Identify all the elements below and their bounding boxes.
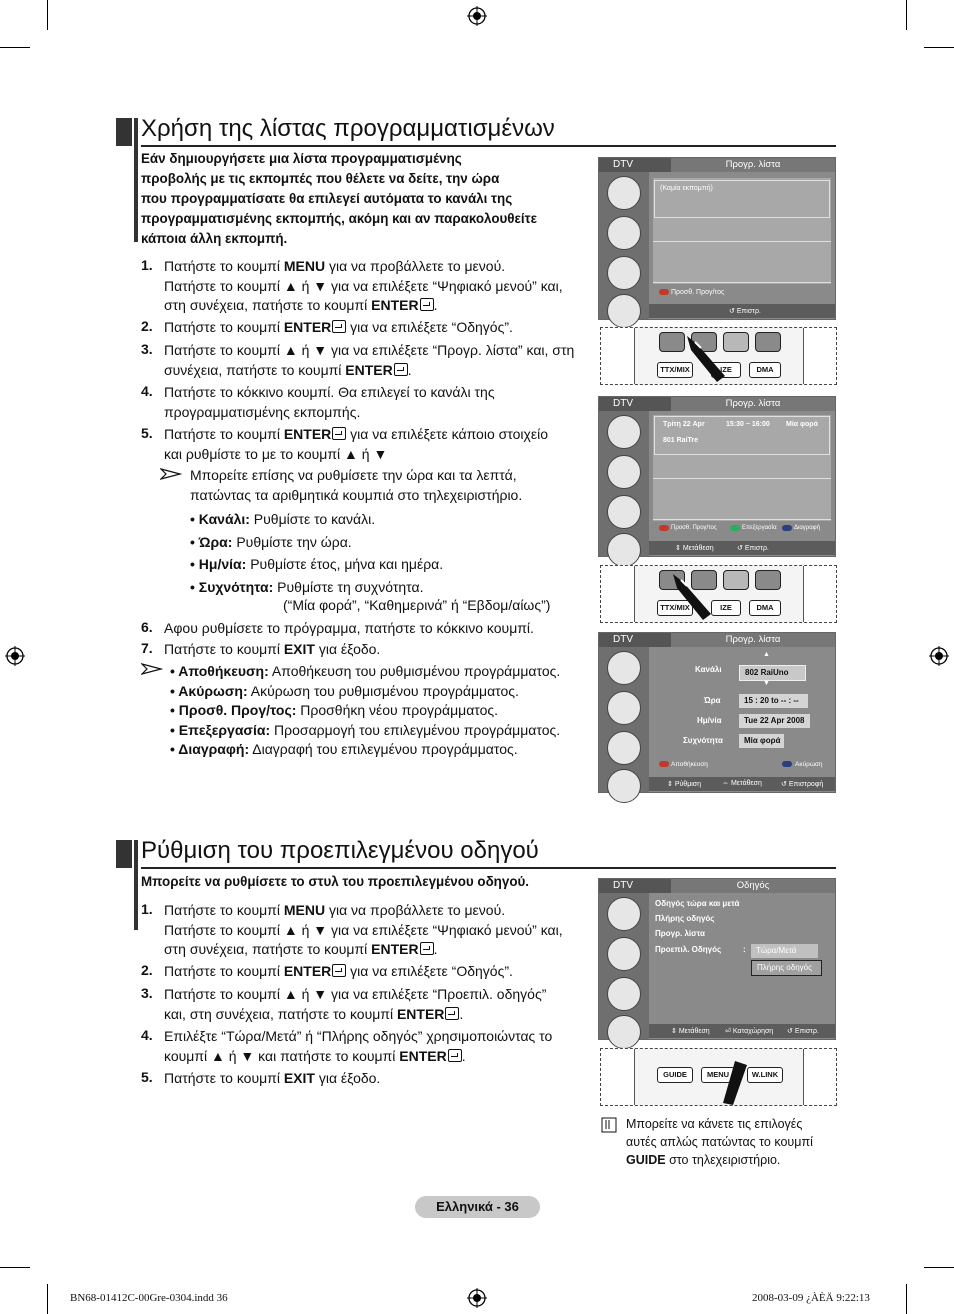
step-3: Πατήστε το κουμπί ▲ ή ▼ για να επιλέξετε “Προεπιλ. οδηγός” και, στη συνέχεια, πατήστε το κουμπί ENTER . — [164, 986, 547, 1022]
section-intro: Μπορείτε να ρυθμίσετε το στυλ του προεπιλεγμένου οδηγού. — [141, 874, 530, 889]
footer-date: 2008-03-09 ¿ÀÈÄ 9:22:13 — [752, 1292, 870, 1304]
tv-screen-schedule-edit: DTV Προγρ. λίστα ▲ Κανάλι 802 RaiUno ▼ Ώρα 15 : 20 to -- : -- Ημ/νία Tue 22 Apr 2008 Συχνότητα Μία φορά Αποθήκευση Ακύρωση ⇕ Ρύθμιση ⇔ Μετάθεση ↺ Επιστροφή — [598, 632, 836, 793]
frequency-options: (“Μία φορά”, “Καθημερινά” ή “Εβδομ/αίως”) — [283, 597, 551, 613]
dma-button: DMA — [749, 600, 781, 616]
red-button-icon — [659, 761, 669, 767]
input-icon — [607, 294, 641, 328]
ttx-mix-button: TTX/MIX — [657, 362, 693, 378]
frequency-field[interactable]: Μία φορά — [739, 734, 784, 748]
enter-icon — [394, 363, 408, 376]
picture-icon — [607, 897, 641, 931]
yellow-button — [723, 570, 749, 590]
input-icon — [607, 533, 641, 567]
tv-screen-guide: DTV Οδηγός Οδηγός τώρα και μετά Πλήρης οδηγός Προγρ. λίστα Προεπιλ. Οδηγός : Τώρα/Μετά Πλήρης οδηγός ⇕ Μετάθεση ⏎ Καταχώρηση ↺ Επιστρ. — [598, 878, 836, 1040]
picture-icon — [607, 651, 641, 685]
crop-mark — [0, 47, 30, 48]
pointing-hand-icon — [711, 1061, 757, 1105]
enter-icon — [420, 298, 434, 311]
sound-icon — [607, 691, 641, 725]
section-intro: Εάν δημιουργήσετε μια λίστα προγραμματισμένης προβολής με τις εκπομπές που θέλετε να δείτε, την ώρα που προγραμματίσατε θα επιλεγεί αυτόματα το κανάλι της προγραμματισμένης εκπομπής, ακόμη και αν παρακολουθείτε κάποια άλλη εκπομπή. — [141, 151, 537, 246]
size-button: IZE — [711, 362, 741, 378]
note-icon — [601, 1117, 617, 1133]
pointing-hand-icon — [667, 574, 717, 620]
blue-button-icon — [782, 761, 792, 767]
date-field[interactable]: Tue 22 Apr 2008 — [739, 714, 810, 728]
menu-item-schedule-list[interactable]: Προγρ. λίστα — [655, 929, 705, 938]
step-1: Πατήστε το κουμπί MENU για να προβάλλετε το μενού. Πατήστε το κουμπί ▲ ή ▼ για να επιλέξετε “Ψηφιακό μενού” και, στη συνέχεια, πατήστε το κουμπί ENTER . — [164, 902, 563, 957]
setup-gear-icon — [607, 256, 641, 290]
dtv-label: DTV — [613, 159, 633, 170]
notes-list: • Αποθήκευση: Αποθήκευση του ρυθμισμένου προγράμματος. • Ακύρωση: Ακύρωση του ρυθμισμένου προγράμματος. • Προσθ. Προγ/τος: Προσθήκη νέου προγράμματος. • Επεξεργασία: Προσαρμογή του επιλεγμένου προγράμματος. • Διαγραφή: Διαγραφή του επιλεγμένου προγράμματος. — [170, 663, 561, 757]
crop-mark — [906, 1284, 907, 1314]
section-bar — [134, 840, 138, 930]
section-rule — [141, 867, 836, 869]
crop-mark — [0, 1267, 30, 1268]
dma-button: DMA — [749, 362, 781, 378]
red-button-icon — [659, 289, 669, 295]
crop-mark — [924, 1267, 954, 1268]
blue-button — [755, 332, 781, 352]
remote-illustration — [600, 327, 837, 385]
tip-arrow-icon — [160, 468, 182, 480]
setup-gear-icon — [607, 731, 641, 765]
up-arrow-icon: ▲ — [763, 651, 770, 658]
channel-field[interactable]: 802 RaiUno — [739, 665, 806, 681]
crop-mark — [906, 0, 907, 30]
enter-icon — [448, 1049, 462, 1062]
red-button-icon — [659, 525, 669, 531]
crop-mark — [924, 47, 954, 48]
enter-icon — [332, 427, 346, 440]
empty-schedule-text: (Καμία εκπομπή) — [660, 185, 713, 192]
setup-gear-icon — [607, 977, 641, 1011]
enter-icon — [445, 1007, 459, 1020]
settings-bullets: • Κανάλι: Ρυθμίστε το κανάλι. • Ώρα: Ρυθμίστε την ώρα. • Ημ/νία: Ρυθμίστε έτος, μήνα και ημέρα. • Συχνότητα: Ρυθμίστε τη συχνότητα. — [190, 511, 444, 595]
menu-item-now-next[interactable]: Οδηγός τώρα και μετά — [655, 899, 740, 908]
section-bar — [116, 840, 132, 868]
tv-screen-schedule-empty: DTV Προγρ. λίστα (Καμία εκπομπή) Προσθ. Προγ/τος ↺ Επιστρ. — [598, 157, 836, 320]
screen-footer: ⇕ Ρύθμιση ⇔ Μετάθεση ↺ Επιστροφή — [649, 777, 835, 791]
menu-item-full-guide[interactable]: Πλήρης οδηγός — [655, 914, 715, 923]
tip-text: Μπορείτε επίσης να ρυθμίσετε την ώρα και τα λεπτά, πατώντας τα αριθμητικά κουμπιά στο τηλεχειριστήριο. — [190, 467, 523, 503]
step-6: Αφου ρυθμίσετε το πρόγραμμα, πατήστε το κόκκινο κουμπί. — [164, 620, 534, 636]
enter-icon — [332, 964, 346, 977]
step-1: Πατήστε το κουμπί MENU για να προβάλλετε το μενού. Πατήστε το κουμπί ▲ ή ▼ για να επιλέξετε “Ψηφιακό μενού” και, στη συνέχεια, πατήστε το κουμπί ENTER . — [164, 258, 563, 313]
crop-mark — [47, 0, 48, 30]
step-5: Πατήστε το κουμπί EXIT για έξοδο. — [164, 1070, 381, 1086]
footer-file: BN68-01412C-00Gre-0304.indd 36 — [70, 1292, 228, 1304]
screen-title: Προγρ. λίστα — [725, 159, 781, 170]
input-icon — [607, 1015, 641, 1049]
option-full-guide[interactable]: Πλήρης οδηγός — [751, 960, 822, 976]
sound-icon — [607, 216, 641, 250]
menu-item-default-guide[interactable]: Προεπιλ. Οδηγός — [655, 945, 722, 954]
section-bar — [134, 118, 138, 242]
section-title: Ρύθμιση του προεπιλεγμένου οδηγού — [141, 837, 539, 864]
picture-icon — [607, 415, 641, 449]
dtv-label: DTV — [613, 634, 633, 645]
enter-icon — [332, 320, 346, 333]
screen-footer: ⇕ Μετάθεση ↺ Επιστρ. — [649, 541, 835, 555]
option-now-next[interactable]: Τώρα/Μετά — [751, 944, 818, 958]
section-bar — [116, 118, 132, 146]
tv-screen-schedule-list: DTV Προγρ. λίστα Τρίτη 22 Apr 15:30 ~ 16:00 Μία φορά 801 RaiTre Προσθ. Προγ/τος Επεξεργασία Διαγραφή ⇕ Μετάθεση ↺ Επιστρ. — [598, 396, 836, 557]
section-title: Χρήση της λίστας προγραμματισμένων — [141, 115, 555, 142]
registration-mark-icon — [5, 646, 25, 666]
remote-illustration — [600, 565, 837, 623]
step-7: Πατήστε το κουμπί EXIT για έξοδο. — [164, 641, 381, 657]
time-field[interactable]: 15 : 20 to -- : -- — [739, 694, 808, 708]
screen-footer: ⇕ Μετάθεση ⏎ Καταχώρηση ↺ Επιστρ. — [649, 1024, 835, 1038]
step-4: Πατήστε το κόκκινο κουμπί. Θα επιλεγεί το κανάλι της προγραμματισμένης εκπομπής. — [164, 384, 495, 420]
sound-icon — [607, 455, 641, 489]
dtv-label: DTV — [613, 880, 633, 891]
blue-button-icon — [782, 525, 792, 531]
input-icon — [607, 769, 641, 803]
registration-mark-icon — [467, 1288, 487, 1308]
step-4: Επιλέξτε “Τώρα/Μετά” ή “Πλήρης οδηγός” χρησιμοποιώντας το κουμπί ▲ ή ▼ και πατήστε το κουμπί ENTER . — [164, 1028, 553, 1064]
down-arrow-icon: ▼ — [763, 680, 770, 687]
guide-button: GUIDE — [657, 1067, 693, 1083]
screen-footer: ↺ Επιστρ. — [649, 304, 835, 318]
crop-mark — [47, 1284, 48, 1314]
registration-mark-icon — [467, 6, 487, 26]
screen-title: Οδηγός — [736, 880, 770, 891]
ttx-mix-button: TTX/MIX — [657, 600, 693, 616]
menu-button: MENU — [701, 1067, 735, 1083]
page-number-badge: Ελληνικά - 36 — [415, 1196, 540, 1218]
wlink-button: W.LINK — [747, 1067, 783, 1083]
green-button-icon — [730, 525, 740, 531]
screen-title: Προγρ. λίστα — [725, 398, 781, 409]
setup-gear-icon — [607, 495, 641, 529]
step-2: Πατήστε το κουμπί ENTER για να επιλέξετε “Οδηγός”. — [164, 319, 513, 335]
screen-title: Προγρ. λίστα — [725, 634, 781, 645]
enter-icon — [420, 942, 434, 955]
dtv-label: DTV — [613, 398, 633, 409]
picture-icon — [607, 176, 641, 210]
section-rule — [141, 145, 836, 147]
step-3: Πατήστε το κουμπί ▲ ή ▼ για να επιλέξετε “Προγρ. λίστα” και, στη συνέχεια, πατήστε το κουμπί ENTER . — [164, 342, 575, 378]
guide-note: Μπορείτε να κάνετε τις επιλογές αυτές απλώς πατώντας το κουμπί GUIDE στο τηλεχειριστήριο. — [626, 1117, 813, 1167]
step-2: Πατήστε το κουμπί ENTER για να επιλέξετε “Οδηγός”. — [164, 963, 513, 979]
size-button: IZE — [711, 600, 741, 616]
sound-icon — [607, 937, 641, 971]
step-5: Πατήστε το κουμπί ENTER για να επιλέξετε κάποιο στοιχείο και ρυθμίστε το με το κουμπί ▲ ή ▼ — [164, 426, 548, 462]
remote-illustration — [600, 1048, 837, 1106]
tip-arrow-icon — [141, 663, 163, 675]
pointing-hand-icon — [681, 336, 731, 382]
blue-button — [755, 570, 781, 590]
registration-mark-icon — [929, 646, 949, 666]
